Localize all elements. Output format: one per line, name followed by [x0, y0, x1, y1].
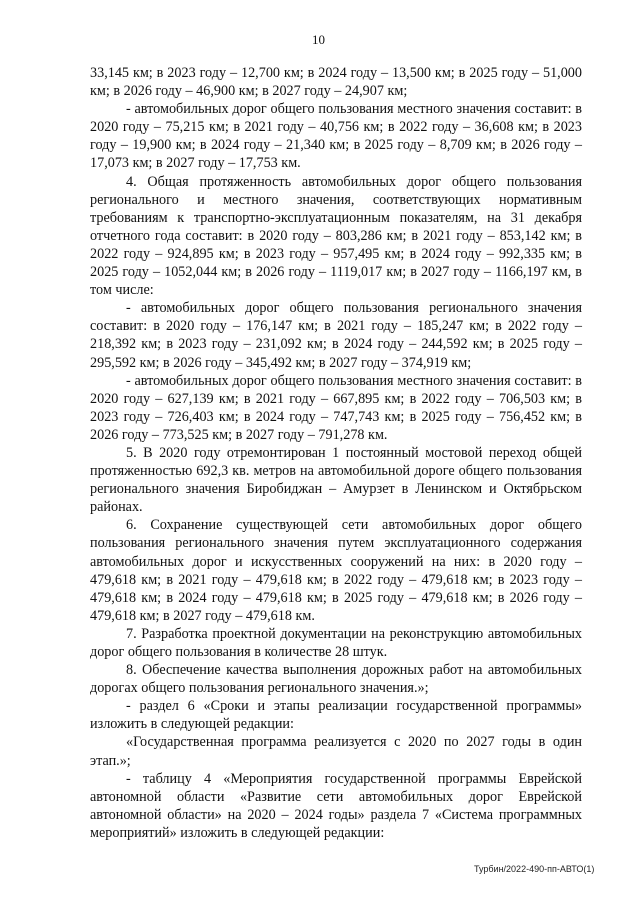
paragraph: 4. Общая протяженность автомобильных дорог общего пользования регионального и местного значения, соответствующих нормативным требованиям к транспортно-эксплуатационным показателям, на 31 декабря отчетного года составит: в 2020 году – 803,286 км; в 2021 году – 853,142 км; в 2022 году – 924,895 км; в 2023 году – 957,495 км; в 2024 году – 992,335 км; в 2025 году – 1052,044 км; в 2026 году – 1119,017 км; в 2027 году – 1166,197 км, в том числе: — [90, 173, 582, 299]
paragraph: - автомобильных дорог общего пользования местного значения составит: в 2020 году – 75,215 км; в 2021 году – 40,756 км; в 2022 году – 36,608 км; в 2023 году – 19,900 км; в 2024 году – 21,340 км; в 2025 году – 8,709 км; в 2026 году – 17,073 км; в 2027 году – 17,753 км. — [90, 101, 582, 172]
paragraph: 6. Сохранение существующей сети автомобильных дорог общего пользования регионального значения путем эксплуатационного содержания автомобильных дорог и искусственных сооружений на них: в 2020 году – 479,618 км; в 2021 году – 479,618 км; в 2022 году – 479,618 км; в 2023 году – 479,618 км; в 2024 году – 479,618 км; в 2025 году – 479,618 км; в 2026 году – 479,618 км; в 2027 году – 479,618 км. — [90, 517, 582, 624]
page-number: 10 — [312, 32, 325, 47]
paragraph: «Государственная программа реализуется с 2020 по 2027 годы в один этап.»; — [90, 734, 582, 769]
footer-document-code: Турбин/2022-490-пп-АВТО(1) — [474, 864, 595, 874]
body-text — [90, 64, 582, 842]
paragraph: 7. Разработка проектной документации на реконструкцию автомобильных дорог общего пользования в количестве 28 штук. — [90, 625, 582, 660]
paragraph: - таблицу 4 «Мероприятия государственной программы Еврейской автономной области «Развитие сети автомобильных дорог Еврейской автономной области» на 2020 – 2024 годы» раздела 7 «Система программных мероприятий» изложить в следующей редакции: — [90, 770, 582, 841]
paragraph: 8. Обеспечение качества выполнения дорожных работ на автомобильных дорогах общего пользования регионального значения.»; — [90, 662, 582, 697]
paragraph: - раздел 6 «Сроки и этапы реализации государственной программы» изложить в следующей редакции: — [90, 698, 582, 733]
paragraph: 5. В 2020 году отремонтирован 1 постоянный мостовой переход общей протяженностью 692,3 кв. метров на автомобильной дороге общего пользования регионального значения Биробиджан – Амурзет в Ленинском и Октябрьском районах. — [90, 444, 582, 516]
paragraph: 33,145 км; в 2023 году – 12,700 км; в 2024 году – 13,500 км; в 2025 году – 51,000 км; в 2026 году – 46,900 км; в 2027 году – 24,907 км; — [90, 65, 582, 100]
paragraph: - автомобильных дорог общего пользования регионального значения составит: в 2020 году – 176,147 км; в 2021 году – 185,247 км; в 2022 году – 218,392 км; в 2023 году – 231,092 км; в 2024 году – 244,592 км; в 2025 году – 295,592 км; в 2026 году – 345,492 км; в 2027 году – 374,919 км; — [90, 300, 582, 371]
paragraph: - автомобильных дорог общего пользования местного значения составит: в 2020 году – 627,139 км; в 2021 году – 667,895 км; в 2022 году – 706,503 км; в 2023 году – 726,403 км; в 2024 году – 747,743 км; в 2025 году – 756,452 км; в 2026 году – 773,525 км; в 2027 году – 791,278 км. — [90, 372, 582, 443]
